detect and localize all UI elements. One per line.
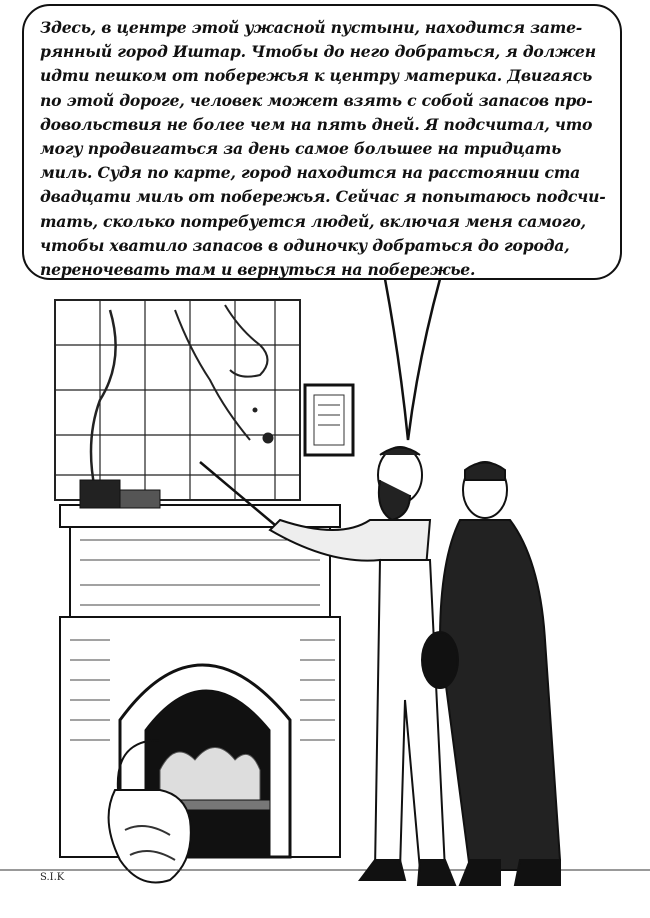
speech-bubble bbox=[22, 4, 622, 280]
speech-line: довольствия не более чем на пять дней. Я подсчитал, что bbox=[40, 114, 593, 134]
speech-line: идти пешком от побережья к центру материка. Двигаясь bbox=[40, 66, 593, 86]
speech-line: могу продвигаться за день самое большее на тридцать bbox=[40, 139, 562, 159]
fireplace bbox=[60, 617, 340, 857]
speech-line: рянный город Иштар. Чтобы до него добраться, я должен bbox=[40, 42, 596, 62]
speech-line: чтобы хватило запасов в одиночку добраться до города, bbox=[40, 235, 570, 255]
speech-line: по этой дороге, человек может взять с собой запасов про- bbox=[40, 90, 593, 110]
bubble-tail bbox=[385, 279, 440, 440]
speech-line: двадцати миль от побережья. Сейчас я попытаюсь подсчи- bbox=[40, 187, 606, 207]
wall-map bbox=[55, 300, 300, 500]
speech-line: Здесь, в центре этой ужасной пустыни, находится зате- bbox=[40, 18, 583, 37]
speech-bubble-text bbox=[40, 16, 606, 282]
artist-signature: S.I.K bbox=[40, 872, 65, 883]
framed-notice bbox=[305, 385, 353, 455]
speech-line: переночевать там и вернуться на побережье. bbox=[40, 260, 476, 280]
speech-line: тать, сколько потребуется людей, включая меня самого, bbox=[40, 211, 586, 231]
speech-line: миль. Судя по карте, город находится на расстоянии ста bbox=[40, 163, 581, 183]
